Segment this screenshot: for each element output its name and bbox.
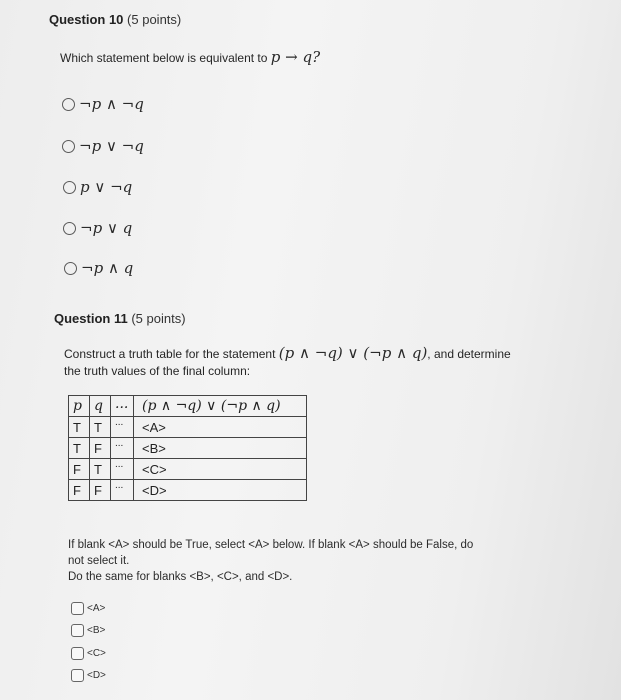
- q10-option-3-label: p ∨ ¬q: [80, 178, 133, 196]
- q10-option-1-label: ¬p ∧ ¬q: [79, 95, 144, 113]
- question-11-title: [54, 311, 186, 326]
- question-11-label: Question 11: [54, 311, 128, 326]
- table-cell: T: [90, 417, 111, 438]
- q10-option-5[interactable]: [64, 259, 133, 277]
- radio-button[interactable]: [62, 98, 75, 111]
- table-cell: ...: [111, 480, 134, 501]
- choice-b-label: <B>: [87, 625, 106, 636]
- choice-d-label: <D>: [87, 670, 106, 681]
- q10-option-5-label: ¬p ∧ q: [81, 259, 134, 277]
- table-cell: F: [90, 480, 111, 501]
- radio-button[interactable]: [62, 140, 75, 153]
- header-p: p: [69, 396, 90, 417]
- checkbox[interactable]: [71, 669, 84, 682]
- question-10-label: Question 10: [49, 12, 124, 27]
- table-row: [69, 459, 307, 480]
- q10-option-2-label: ¬p ∨ ¬q: [79, 137, 144, 155]
- question-11-points: (5 points): [131, 311, 186, 326]
- table-row: [69, 480, 307, 501]
- question-11-prompt: Construct a truth table for the statement (p ∧ ¬q) ∨ (¬p ∧ q), and determine the truth values of the final column:: [64, 344, 511, 378]
- truth-table: [68, 395, 307, 501]
- table-cell: <C>: [134, 459, 307, 480]
- table-cell: F: [69, 459, 90, 480]
- radio-button[interactable]: [63, 222, 76, 235]
- q10-option-3[interactable]: [63, 178, 132, 196]
- truth-table-header: [69, 396, 307, 417]
- choice-c[interactable]: [71, 647, 106, 660]
- table-row: [69, 438, 307, 459]
- table-cell: T: [69, 417, 90, 438]
- choice-d[interactable]: [71, 669, 106, 682]
- header-expression: (p ∧ ¬q) ∨ (¬p ∧ q): [134, 396, 307, 417]
- table-row: [69, 417, 307, 438]
- choice-a[interactable]: [71, 602, 105, 615]
- question-10-expression: p → q?: [270, 48, 321, 66]
- choice-c-label: <C>: [87, 648, 106, 659]
- radio-button[interactable]: [63, 181, 76, 194]
- choice-b[interactable]: [71, 624, 105, 637]
- table-cell: T: [90, 459, 111, 480]
- question-10-prompt: Which statement below is equivalent to p → q?: [60, 48, 321, 66]
- checkbox[interactable]: [71, 624, 84, 637]
- table-cell: <D>: [134, 480, 307, 501]
- table-cell: T: [69, 438, 90, 459]
- question-11-expression: (p ∧ ¬q) ∨ (¬p ∧ q): [278, 344, 428, 362]
- header-ellipsis: ...: [111, 396, 134, 417]
- q10-option-4[interactable]: [63, 219, 132, 237]
- question-11-instructions: If blank <A> should be True, select <A> below. If blank <A> should be False, do not select it. Do the same for blanks <B>, <C>, and <D>.: [68, 539, 474, 583]
- table-cell: <A>: [134, 417, 307, 438]
- checkbox[interactable]: [71, 647, 84, 660]
- q10-option-2[interactable]: [62, 137, 144, 155]
- table-cell: F: [69, 480, 90, 501]
- question-10-title: [49, 12, 181, 27]
- radio-button[interactable]: [64, 262, 77, 275]
- table-cell: ...: [111, 438, 134, 459]
- table-cell: <B>: [134, 438, 307, 459]
- table-cell: F: [90, 438, 111, 459]
- q10-option-1[interactable]: [62, 95, 144, 113]
- question-10-points: (5 points): [127, 12, 182, 27]
- q10-option-4-label: ¬p ∨ q: [80, 219, 133, 237]
- table-cell: ...: [111, 417, 134, 438]
- table-cell: ...: [111, 459, 134, 480]
- checkbox[interactable]: [71, 602, 84, 615]
- header-q: q: [90, 396, 111, 417]
- choice-a-label: <A>: [87, 603, 106, 614]
